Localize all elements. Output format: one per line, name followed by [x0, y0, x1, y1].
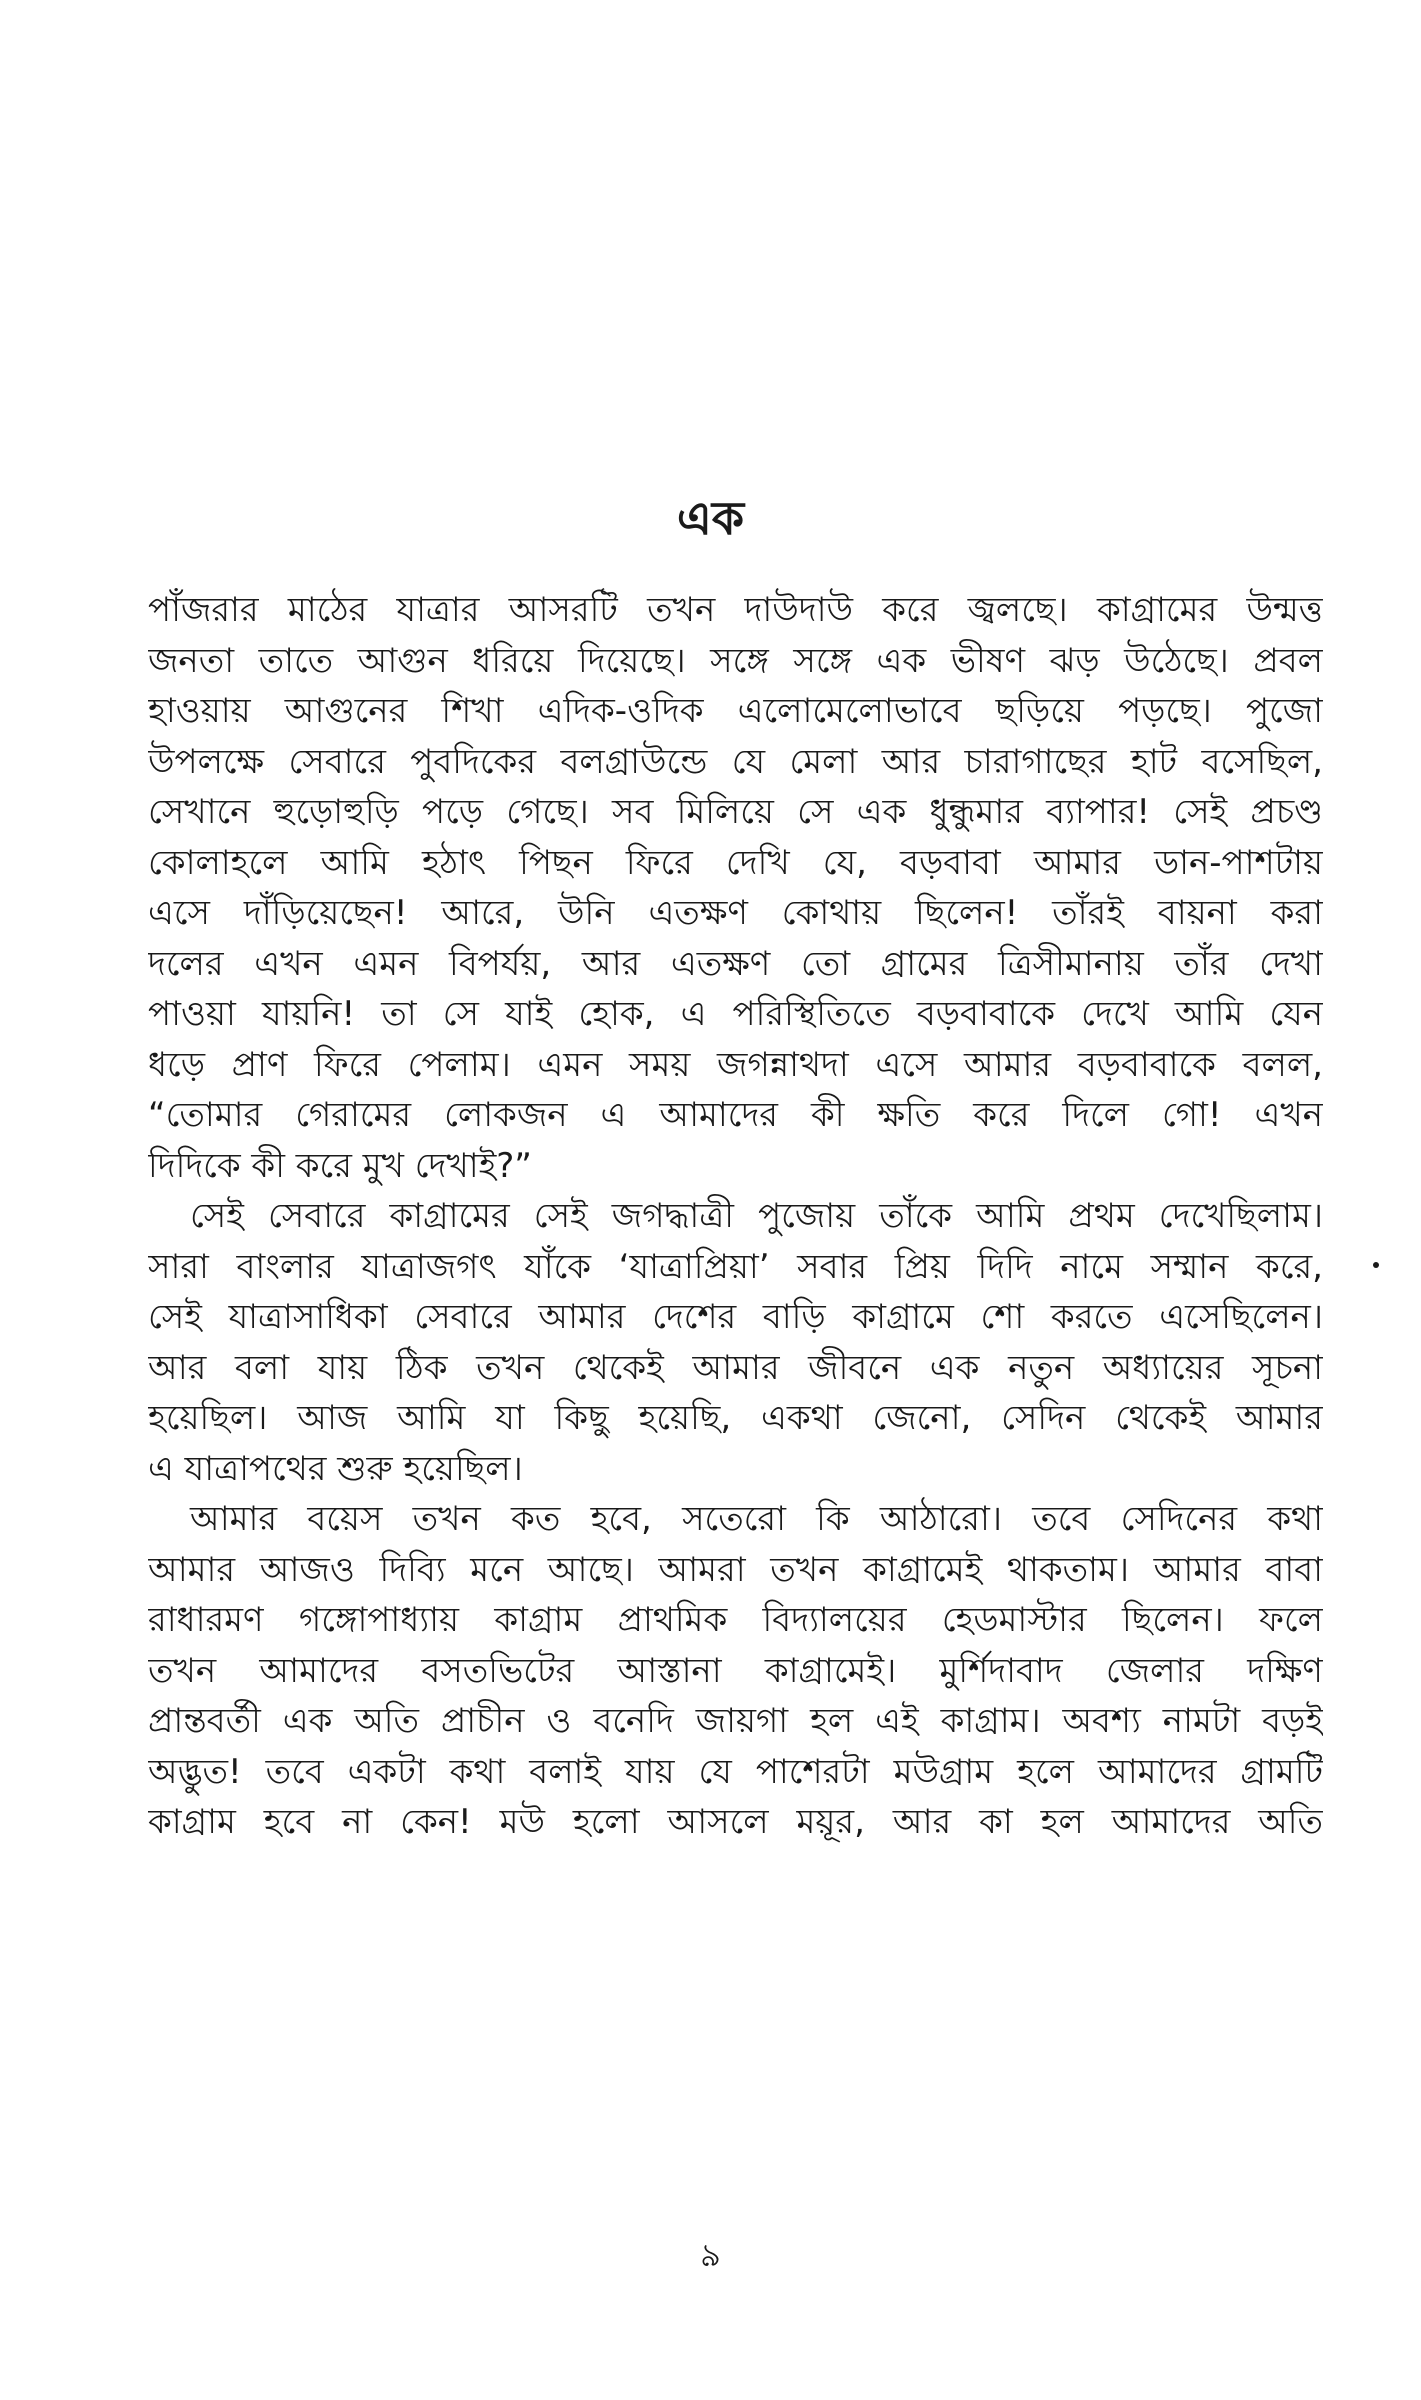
text-line: দলের এখন এমন বিপর্যয়, আর এতক্ষণ তো গ্রামের ত্রিসীমানায় তাঁর দেখা [148, 943, 1323, 984]
text-line: সেই সেবারে কাগ্রামের সেই জগদ্ধাত্রী পুজোয় তাঁকে আমি প্রথম দেখেছিলাম। [190, 1196, 1323, 1236]
text-line: পাঁজরার মাঠের যাত্রার আসরটি তখন দাউদাউ করে জ্বলছে। কাগ্রামের উন্মত্ত [148, 590, 1323, 630]
text-line: এ যাত্রাপথের শুরু হয়েছিল। [148, 1448, 523, 1489]
text-line: কাগ্রাম হবে না কেন! মউ হলো আসলে ময়ূর, আর কা হল আমাদের অতি [148, 1802, 1323, 1842]
text-line: হাওয়ায় আগুনের শিখা এদিক-ওদিক এলোমেলোভাবে ছড়িয়ে পড়ছে। পুজো [148, 691, 1323, 731]
text-line: কোলাহলে আমি হঠাৎ পিছন ফিরে দেখি যে, বড়বাবা আমার ডান-পাশটায় [148, 842, 1323, 883]
text-line: অদ্ভুত! তবে একটা কথা বলাই যায় যে পাশেরটা মউগ্রাম হলে আমাদের গ্রামটি [148, 1751, 1323, 1792]
text-line: আমার বয়েস তখন কত হবে, সতেরো কি আঠারো। তবে সেদিনের কথা [190, 1499, 1323, 1539]
text-line: “তোমার গেরামের লোকজন এ আমাদের কী ক্ষতি করে দিলে গো! এখন [148, 1095, 1323, 1135]
page-number: ৯ [700, 2236, 721, 2274]
text-line: রাধারমণ গঙ্গোপাধ্যায় কাগ্রাম প্রাথমিক বিদ্যালয়ের হেডমাস্টার ছিলেন। ফলে [148, 1600, 1323, 1640]
margin-dot [1373, 1262, 1379, 1268]
body-text [148, 585, 1323, 1848]
text-line: সেখানে হুড়োহুড়ি পড়ে গেছে। সব মিলিয়ে সে এক ধুন্ধুমার ব্যাপার! সেই প্রচণ্ড [148, 792, 1323, 832]
text-line: সারা বাংলার যাত্রাজগৎ যাঁকে ‘যাত্রাপ্রিয়া’ সবার প্রিয় দিদি নামে সম্মান করে, [148, 1246, 1323, 1287]
text-line: এসে দাঁড়িয়েছেন! আরে, উনি এতক্ষণ কোথায় ছিলেন! তাঁরই বায়না করা [148, 893, 1323, 933]
chapter-title: এক [676, 491, 745, 545]
text-line: পাওয়া যায়নি! তা সে যাই হোক, এ পরিস্থিতিতে বড়বাবাকে দেখে আমি যেন [148, 994, 1323, 1034]
text-line: তখন আমাদের বসতভিটের আস্তানা কাগ্রামেই। মুর্শিদাবাদ জেলার দক্ষিণ [148, 1650, 1323, 1691]
text-line: ধড়ে প্রাণ ফিরে পেলাম। এমন সময় জগন্নাথদা এসে আমার বড়বাবাকে বলল, [148, 1044, 1323, 1085]
text-line: হয়েছিল। আজ আমি যা কিছু হয়েছি, একথা জেনো, সেদিন থেকেই আমার [148, 1398, 1323, 1438]
text-line: আর বলা যায় ঠিক তখন থেকেই আমার জীবনে এক নতুন অধ্যায়ের সূচনা [148, 1347, 1323, 1388]
text-line: উপলক্ষে সেবারে পুবদিকের বলগ্রাউন্ডে যে মেলা আর চারাগাছের হাট বসেছিল, [148, 741, 1323, 782]
text-line: জনতা তাতে আগুন ধরিয়ে দিয়েছে। সঙ্গে সঙ্গে এক ভীষণ ঝড় উঠেছে। প্রবল [148, 640, 1323, 681]
text-line: সেই যাত্রাসাধিকা সেবারে আমার দেশের বাড়ি কাগ্রামে শো করতে এসেছিলেন। [148, 1297, 1323, 1337]
text-line: প্রান্তবর্তী এক অতি প্রাচীন ও বনেদি জায়গা হল এই কাগ্রাম। অবশ্য নামটা বড়ই [148, 1701, 1323, 1741]
text-line: দিদিকে কী করে মুখ দেখাই?” [148, 1145, 532, 1186]
text-line: আমার আজও দিব্যি মনে আছে। আমরা তখন কাগ্রামেই থাকতাম। আমার বাবা [148, 1549, 1323, 1590]
